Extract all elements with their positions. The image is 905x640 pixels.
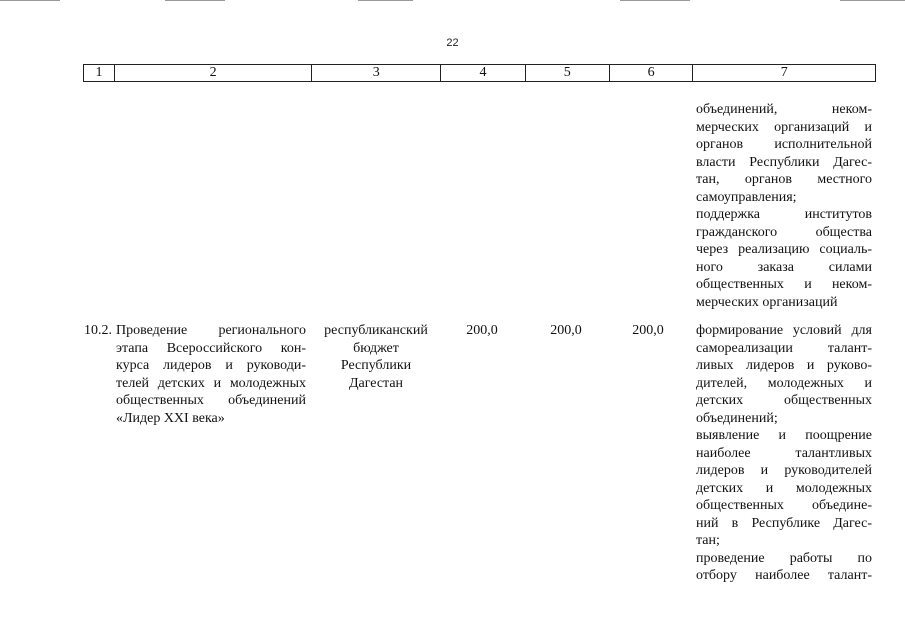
header-col-7: 7 [780, 65, 788, 80]
amount-col4: 200,0 [466, 323, 498, 338]
text-line: самоуправления; [696, 189, 797, 205]
scan-mark [840, 0, 905, 1]
scan-mark [620, 0, 690, 1]
header-col-2: 2 [115, 65, 313, 81]
header-col-6: 6 [610, 65, 694, 81]
text-line: формирование условий для [696, 323, 872, 338]
text-line: лидеров и руководителей [696, 463, 872, 478]
text-line: мерческих организаций [696, 294, 838, 310]
text-line: через реализацию социаль- [696, 242, 872, 257]
text-line: наиболее талантливых [696, 445, 872, 461]
text-line: проведение работы по [696, 550, 872, 566]
header-col-1: 1 [84, 65, 115, 81]
text-line: телей детских и молодежных [116, 375, 306, 391]
text-line: ливых лидеров и руково- [696, 358, 872, 373]
text-line: Проведение регионального [116, 323, 306, 338]
text-line: дителей, молодежных и [696, 375, 872, 391]
text-line: республиканский [324, 323, 428, 338]
text-line: общественных и неком- [696, 277, 872, 292]
text-line: объединений; [696, 410, 778, 426]
text-line: тан, органов местного [696, 172, 872, 187]
text-line: поддержка институтов [696, 207, 872, 222]
text-line: власти Республики Дагес- [696, 154, 872, 170]
text-line: ний в Республике Дагес- [696, 515, 872, 531]
scan-mark [0, 0, 60, 1]
header-col-3: 3 [312, 65, 441, 81]
text-line: детских общественных [696, 393, 872, 408]
scan-mark [358, 0, 413, 1]
text-line: общественных объединений [116, 393, 306, 408]
text-line: общественных объедине- [696, 498, 872, 513]
text-line: мерческих организаций и [696, 119, 872, 135]
text-line: детских и молодежных [696, 480, 872, 496]
header-col-4: 4 [441, 65, 526, 81]
measure-description [116, 322, 306, 427]
text-line: «Лидер XXI века» [116, 410, 225, 426]
row-number: 10.2. [84, 323, 112, 338]
text-line: этапа Всероссийского кон- [116, 340, 306, 356]
text-line: гражданского общества [696, 224, 872, 240]
text-line: ного заказа силами [696, 259, 872, 275]
expected-results [696, 322, 872, 585]
text-line: объединений, неком- [696, 102, 872, 117]
text-line: Республики [340, 358, 412, 373]
text-line: выявление и поощрение [696, 428, 872, 443]
amount-col6: 200,0 [632, 323, 664, 338]
amount-col5: 200,0 [550, 323, 582, 338]
funding-source [316, 322, 436, 392]
text-line: отбору наиболее талант- [696, 568, 872, 583]
continuation-col7 [696, 101, 872, 311]
table-header-row [83, 64, 876, 82]
text-line: бюджет [353, 340, 399, 356]
text-line: органов исполнительной [696, 137, 872, 152]
text-line: курса лидеров и руководи- [116, 358, 306, 373]
text-line: тан; [696, 533, 720, 548]
text-line: самореализации талант- [696, 340, 872, 356]
text-line: Дагестан [348, 375, 404, 391]
header-col-5: 5 [526, 65, 610, 81]
page-number: 22 [446, 37, 459, 49]
scan-mark [165, 0, 225, 1]
